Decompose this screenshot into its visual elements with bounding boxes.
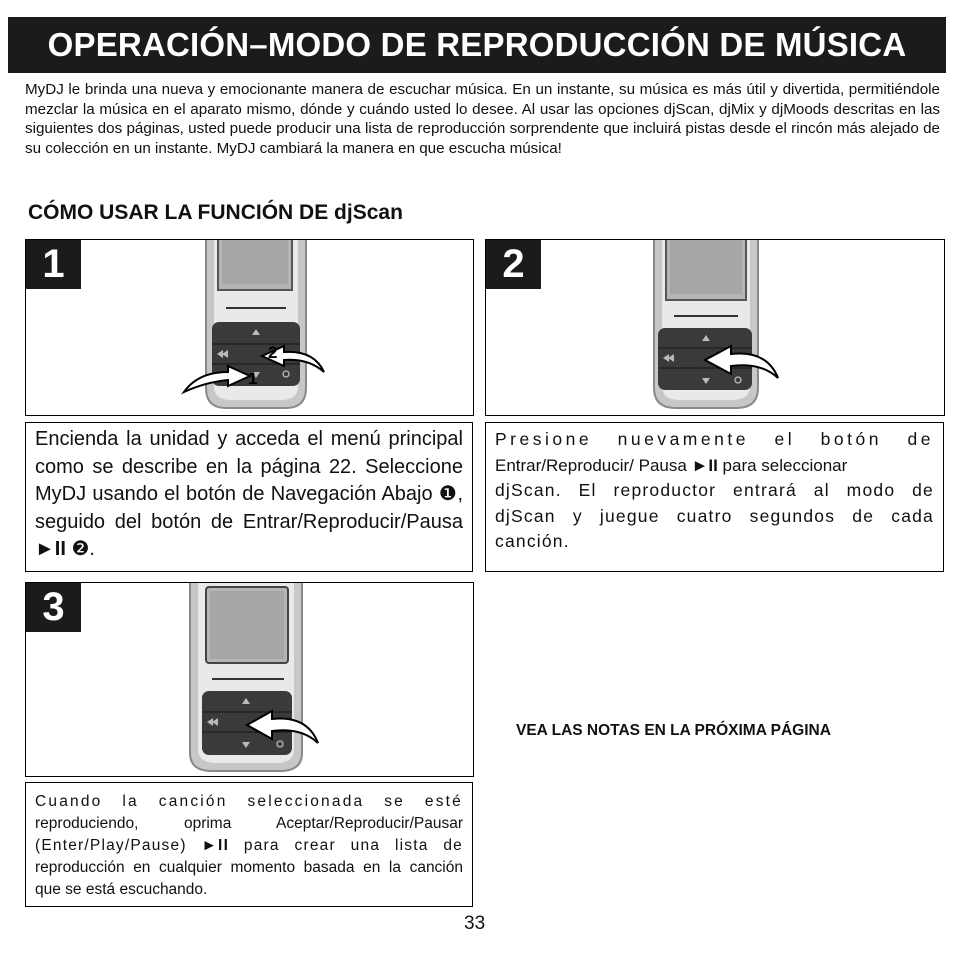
- step-2-number: 2: [486, 240, 541, 289]
- next-page-note: VEA LAS NOTAS EN LA PRÓXIMA PÁGINA: [516, 722, 831, 739]
- arrow-icon: [244, 705, 324, 750]
- callout-mark-1: ❶: [438, 483, 458, 505]
- play-pause-icon: ►II: [691, 455, 718, 475]
- step-3-illustration: [25, 582, 474, 777]
- intro-paragraph: MyDJ le brinda una nueva y emocionante manera de escuchar música. En un instante, su música es más útil y divertida, permitiéndole mezclar la música en el aparato mismo, dónde y cuándo usted lo desee. Al usar las opciones djScan, djMix y djMoods descritas en las siguientes dos páginas, usted puede producir una lista de reproducción sorprendente que incluirá pistas desde el rincón más alejado de su colección en un instante. MyDJ cambiará la manera en que escucha música!: [25, 81, 940, 157]
- step-2-text: Presione nuevamente el botón de Entrar/Reproducir/ Pausa ►II para seleccionar djScan. El reproductor entrará al modo de djScan y juegue cuatro segundos de cada canción.: [485, 422, 944, 572]
- step-2-illustration: [485, 239, 945, 416]
- step-1-text: Encienda la unidad y acceda el menú principal como se describe en la página 22. Seleccione MyDJ usando el botón de Navegación Abajo ❶, seguido del botón de Entrar/Reproducir/Pausa ►II ❷.: [25, 422, 473, 572]
- page-title: OPERACIÓN–MODO DE REPRODUCCIÓN DE MÚSICA: [47, 26, 907, 63]
- callout-2: 2: [268, 343, 278, 362]
- callout-mark-2: ❷: [65, 538, 90, 560]
- step-1-number: 1: [26, 240, 81, 289]
- arrow-icon: [176, 338, 336, 398]
- play-pause-icon: ►II: [201, 837, 230, 854]
- device-image: [636, 239, 786, 416]
- section-title: CÓMO USAR LA FUNCIÓN DE djScan: [28, 201, 403, 224]
- arrow-icon: [701, 340, 786, 385]
- step-3-text: Cuando la canción seleccionada se esté reproduciendo, oprima Aceptar/Reproducir/Pausar (Enter/Play/Pause) ►II para crear una lista de reproducción en cualquier momento basada en la canción que se está escuchando.: [25, 782, 473, 907]
- page-number: 33: [464, 913, 486, 934]
- play-pause-icon: ►II: [35, 538, 66, 560]
- page-header: [8, 17, 946, 73]
- step-3-number: 3: [26, 583, 81, 632]
- callout-1: 1: [248, 369, 258, 388]
- step-1-illustration: [25, 239, 474, 416]
